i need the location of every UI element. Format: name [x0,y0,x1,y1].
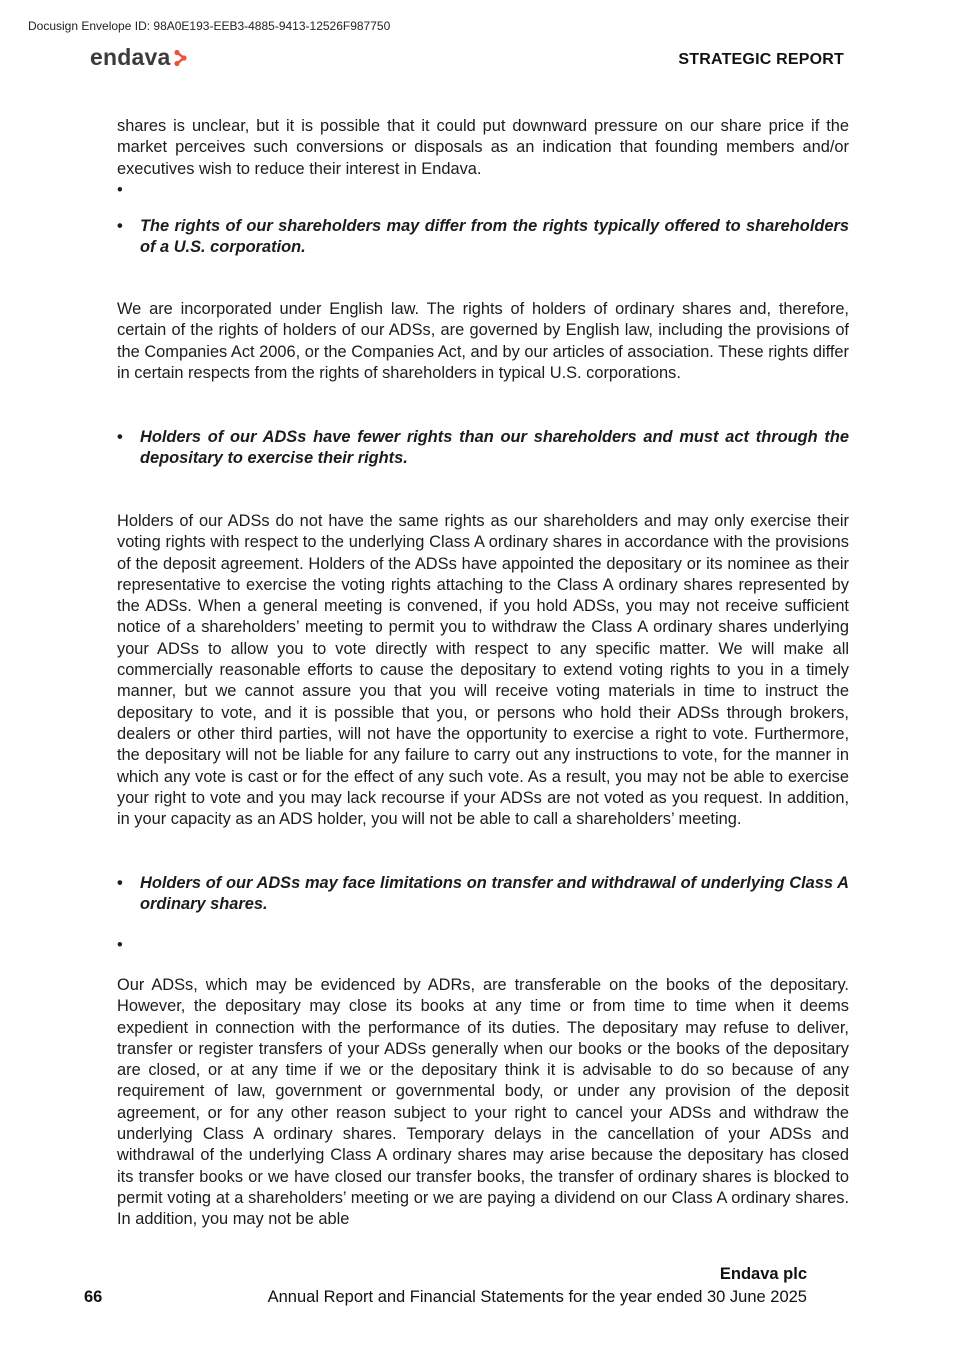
bullet: • [117,217,123,235]
risk-heading-ads-transfer-limits [117,873,849,916]
stray-bullet: • [117,181,123,199]
risk-paragraph-ads-fewer-rights: Holders of our ADSs do not have the same rights as our shareholders and may only exercise their voting rights with respect to the underlying Class A ordinary shares in accordance with the provisions of the deposit agreement. Holders of the ADSs have appointed the depositary or its nominee as their representative to exercise the voting rights attaching to the Class A ordinary shares represented by the ADSs. When a general meeting is convened, if you hold ADSs, you may not receive sufficient notice of a shareholders’ meeting to permit you to withdraw the Class A ordinary shares underlying your ADSs to allow you to vote directly with respect to any specific matter. We will make all commercially reasonable efforts to cause the depositary to extend voting rights to you in a timely manner, but we cannot assure you that you will receive voting materials in time to instruct the depositary to vote, and it is possible that you, or persons who hold their ADSs through brokers, dealers or other third parties, will not have the opportunity to exercise a right to vote. Furthermore, the depositary will not be liable for any failure to carry out any instructions to vote, for the manner in which any vote is cast or for the effect of any such vote. As a result, you may not be able to exercise your right to vote and you may lack recourse if your ADSs are not voted as you request. In addition, in your capacity as an ADS holder, you will not be able to call a shareholders’ meeting. [117,512,849,829]
risk-paragraph-shareholder-rights: We are incorporated under English law. The rights of holders of ordinary shares and, therefore, certain of the rights of holders of our ADSs, are governed by English law, including the provisions of the Companies Act 2006, or the Companies Act, and by our articles of association. These rights differ in certain respects from the rights of shareholders in typical U.S. corporations. [117,300,849,382]
docusign-envelope-id: Docusign Envelope ID: 98A0E193-EEB3-4885-9413-12526F987750 [28,19,391,33]
footer-company-name: Endava plc [719,1265,807,1283]
bullet: • [117,874,123,892]
risk-paragraph-ads-transfer-limits: Our ADSs, which may be evidenced by ADRs, are transferable on the books of the depositary. However, the depositary may close its books at any time or from time to time when it deems expedient in connection with the performance of its duties. The depositary may refuse to deliver, transfer or register transfers of your ADSs generally when our books or the books of the depositary are closed, or at any time if we or the depositary think it is advisable to do so because of any requirement of law, government or governmental body, or under any provision of the deposit agreement, or for any other reason subject to your right to cancel your ADSs and withdraw the underlying Class A ordinary shares. Temporary delays in the cancellation of your ADSs and withdrawal of the underlying Class A ordinary shares may arise because the depositary has closed its transfer books or we have closed our transfer books, the transfer of ordinary shares is blocked to permit voting at a shareholders’ meeting or we are paying a dividend on our Class A ordinary shares. In addition, you may not be able [117,976,849,1229]
footer-caption: Annual Report and Financial Statements for the year ended 30 June 2025 [267,1288,807,1306]
stray-bullet: • [117,936,123,954]
risk-heading-shareholder-rights [117,216,849,259]
risk-heading-text: The rights of our shareholders may differ from the rights typically offered to shareholders of a U.S. corporation. [140,217,849,257]
endava-logo [90,44,189,71]
risk-heading-text: Holders of our ADSs have fewer rights than our shareholders and must act through the depositary to exercise their rights. [140,428,849,468]
section-title: STRATEGIC REPORT [678,51,844,68]
endava-logo-mark-icon [173,49,189,67]
risk-heading-ads-fewer-rights [117,427,849,470]
risk-heading-text: Holders of our ADSs may face limitations on transfer and withdrawal of underlying Class A ordinary shares. [140,874,849,914]
logo-wordmark: endava [90,44,171,70]
intro-paragraph: shares is unclear, but it is possible that it could put downward pressure on our share price if the market perceives such conversions or disposals as an indication that founding members and/or executives wish to reduce their interest in Endava. [117,117,849,178]
bullet: • [117,428,123,446]
page-number: 66 [84,1288,103,1306]
